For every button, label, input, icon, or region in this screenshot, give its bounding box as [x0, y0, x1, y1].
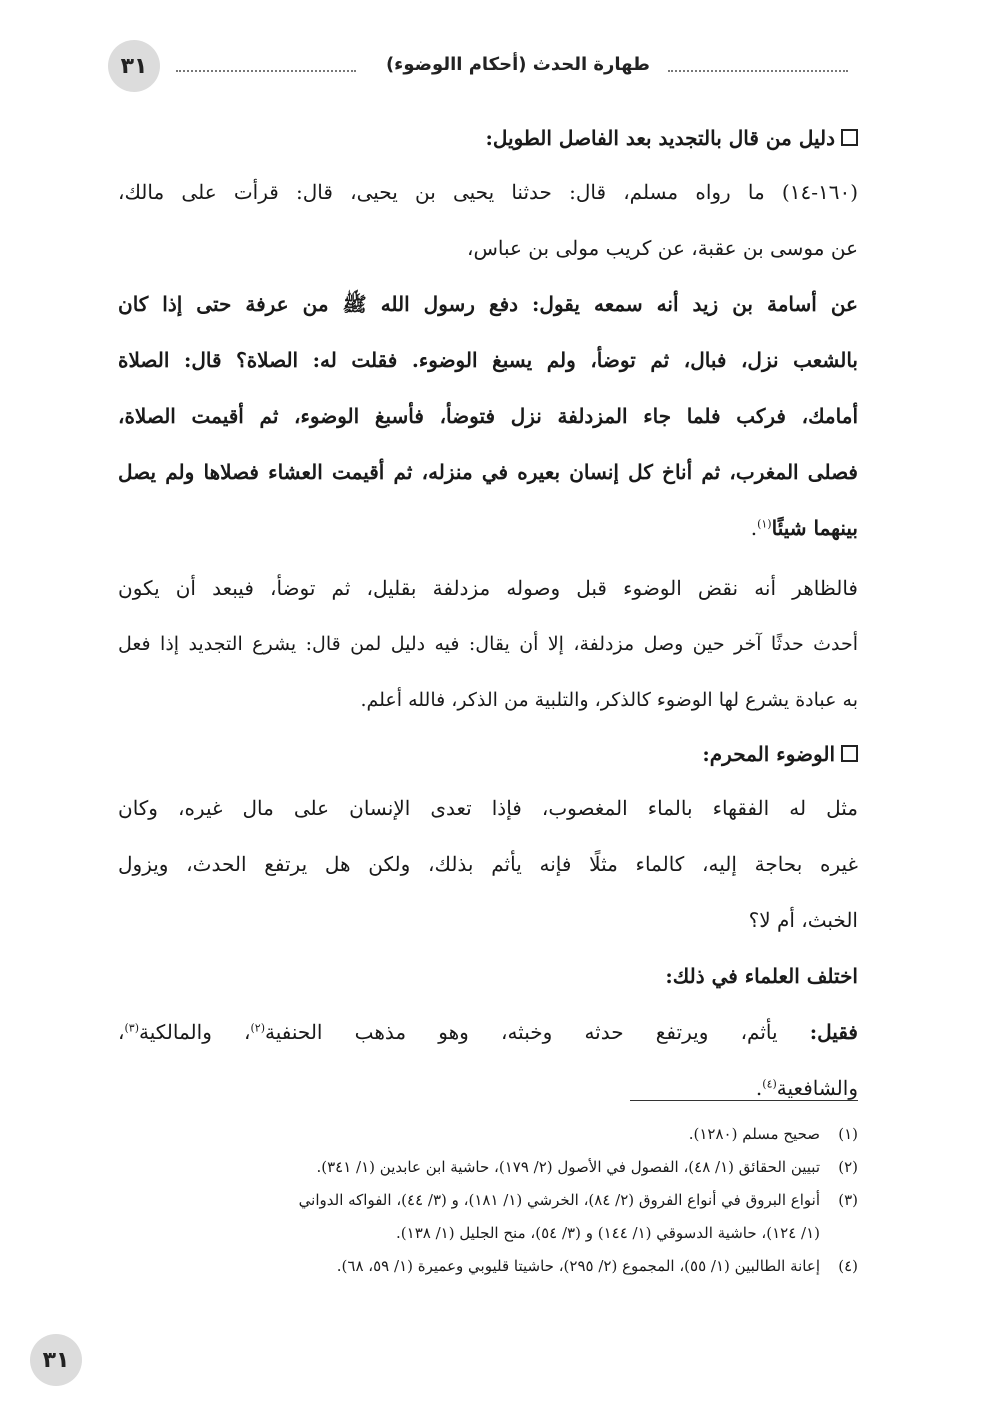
main-text: [118, 112, 858, 1116]
intro-line-1: (١٦٠-١٤) ما رواه مسلم، قال: حدثنا يحيى بن يحيى، قال: قرأت على مالك،: [118, 180, 858, 204]
hadith-line-5: بينهما شيئًا$^{(١)}$.: [750, 516, 858, 540]
checkbox-square-icon: [841, 745, 858, 762]
forbidden-line-3: الخبث، أم لا؟: [748, 908, 858, 932]
opinion-line-1: فقيل: يأثم، ويرتفع حدثه وخبثه، وهو مذهب الحنفية$^{(٢)}$، والمالكية$^{(٣)}$،: [118, 1020, 858, 1044]
footnote-1: [118, 1118, 858, 1151]
footnote-ref-4[interactable]: (٤): [762, 1077, 777, 1091]
header-dotted-rule-left: [176, 70, 356, 72]
commentary-line-3: به عبادة يشرع لها الوضوء كالذكر، والتلبية من الذكر، فالله أعلم.: [360, 689, 858, 711]
footnote-text: أنواع البروق في أنواع الفروق (٢/ ٨٤)، الخرشي (١/ ١٨١)، و (٣/ ٤٤)، الفواكه الدواني: [298, 1191, 820, 1209]
footnote-separator: [630, 1100, 858, 1101]
footnote-number: (١): [838, 1125, 858, 1143]
footnote-number: (٤): [838, 1257, 858, 1275]
footnote-4: [118, 1250, 858, 1283]
hadith-line-2: بالشعب نزل، فبال، ثم توضأ، ولم يسبغ الوضوء. فقلت له: الصلاة؟ قال: الصلاة: [118, 348, 858, 372]
footnotes: [118, 1118, 858, 1283]
section-heading-renewal: دليل من قال بالتجديد بعد الفاصل الطويل:: [118, 112, 858, 164]
hadith-line-1: عن أسامة بن زيد أنه سمعه يقول: دفع رسول الله ﷺ من عرفة حتى إذا كان: [118, 292, 858, 316]
commentary-line-2: أحدث حدثًا آخر حين وصل مزدلفة، إلا أن يقال: فيه دليل لمن قال: يشرع التجديد إذا فعل: [118, 633, 858, 655]
footnote-text: صحيح مسلم (١٢٨٠).: [688, 1125, 820, 1143]
footnote-2: [118, 1151, 858, 1184]
footnote-number: (٢): [838, 1158, 858, 1176]
dispute-heading: اختلف العلماء في ذلك:: [665, 964, 858, 988]
opinion-line-2: والشافعية$^{(٤)}$.: [755, 1076, 858, 1100]
header-title: طهارة الحدث (أحكام االوضوء): [385, 54, 650, 75]
header-dotted-rule-right: [668, 70, 848, 72]
page-header: [108, 40, 848, 98]
forbidden-line-1: مثل له الفقهاء بالماء المغصوب، فإذا تعدى الإنسان على مال غيره، وكان: [118, 796, 858, 820]
footnote-ref-3[interactable]: (٣): [124, 1021, 139, 1035]
section-heading-forbidden-wudu: الوضوء المحرم:: [118, 728, 858, 780]
header-page-number: ٣١: [108, 40, 160, 92]
commentary-line-1: فالظاهر أنه نقض الوضوء قبل وصوله مزدلفة بقليل، ثم توضأ، فيبعد أن يكون: [118, 576, 858, 600]
footer-page-number: ٣١: [30, 1334, 82, 1386]
hadith-line-4: فصلى المغرب، ثم أناخ كل إنسان بعيره في منزله، ثم أقيمت العشاء فصلاها ولم يصل: [118, 460, 858, 484]
hadith-line-3: أمامك، فركب فلما جاء المزدلفة نزل فتوضأ، فأسبغ الوضوء، ثم أقيمت الصلاة،: [118, 404, 858, 428]
footnote-3: [118, 1184, 858, 1217]
footnote-text: تبيين الحقائق (١/ ٤٨)، الفصول في الأصول (٢/ ١٧٩)، حاشية ابن عابدين (١/ ٣٤١).: [316, 1158, 820, 1176]
footnote-text: إعانة الطالبين (١/ ٥٥)، المجموع (٢/ ٢٩٥)، حاشيتا قليوبي وعميرة (١/ ٥٩، ٦٨).: [336, 1257, 820, 1275]
checkbox-square-icon: [841, 129, 858, 146]
footnote-3-continued: (١/ ١٢٤)، حاشية الدسوقي (١/ ١٤٤) و (٣/ ٥٤)، منح الجليل (١/ ١٣٨).: [396, 1224, 820, 1242]
intro-line-2: عن موسى بن عقبة، عن كريب مولى بن عباس،: [467, 236, 858, 260]
footnote-number: (٣): [838, 1191, 858, 1209]
footnote-ref-1[interactable]: (١): [757, 517, 772, 531]
forbidden-line-2: غيره بحاجة إليه، كالماء مثلًا فإنه يأثم بذلك، ولكن هل يرتفع الحدث، ويزول: [118, 852, 858, 876]
footnote-ref-2[interactable]: (٢): [250, 1021, 266, 1035]
